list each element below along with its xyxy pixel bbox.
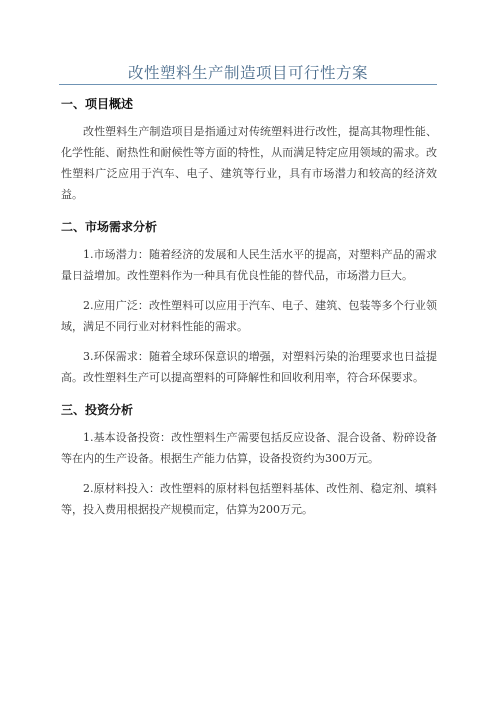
section-heading: 一、项目概述 xyxy=(61,97,134,111)
section-overview xyxy=(61,96,437,205)
paragraph: 1.市场潜力：随着经济的发展和人民生活水平的提高，对塑料产品的需求量日益增加。改性塑料作为一种具有优良性能的替代品，市场潜力巨大。 xyxy=(61,248,437,282)
title-underline xyxy=(59,84,437,85)
paragraph: 2.应用广泛：改性塑料可以应用于汽车、电子、建筑、包装等多个行业领域，满足不同行业对材料性能的需求。 xyxy=(61,299,437,333)
document-title: 改性塑料生产制造项目可行性方案 xyxy=(127,64,368,82)
section-heading: 二、市场需求分析 xyxy=(61,220,158,234)
section-investment-analysis xyxy=(61,402,437,520)
document-body xyxy=(61,96,437,520)
section-market-analysis xyxy=(61,219,437,388)
paragraph: 改性塑料生产制造项目是指通过对传统塑料进行改性，提高其物理性能、化学性能、耐热性和耐候性等方面的特性，从而满足特定应用领域的需求。改性塑料广泛应用于汽车、电子、建筑等行业，具有市场潜力和较高的经济效益。 xyxy=(61,125,437,201)
paragraph: 3.环保需求：随着全球环保意识的增强，对塑料污染的治理要求也日益提高。改性塑料生产可以提高塑料的可降解性和回收利用率，符合环保要求。 xyxy=(61,350,437,384)
paragraph: 2.原材料投入：改性塑料的原材料包括塑料基体、改性剂、稳定剂、填料等，投入费用根据投产规模而定，估算为200万元。 xyxy=(61,482,437,516)
paragraph: 1.基本设备投资：改性塑料生产需要包括反应设备、混合设备、粉碎设备等在内的生产设备。根据生产能力估算，设备投资约为300万元。 xyxy=(61,431,437,465)
section-heading: 三、投资分析 xyxy=(61,403,134,417)
